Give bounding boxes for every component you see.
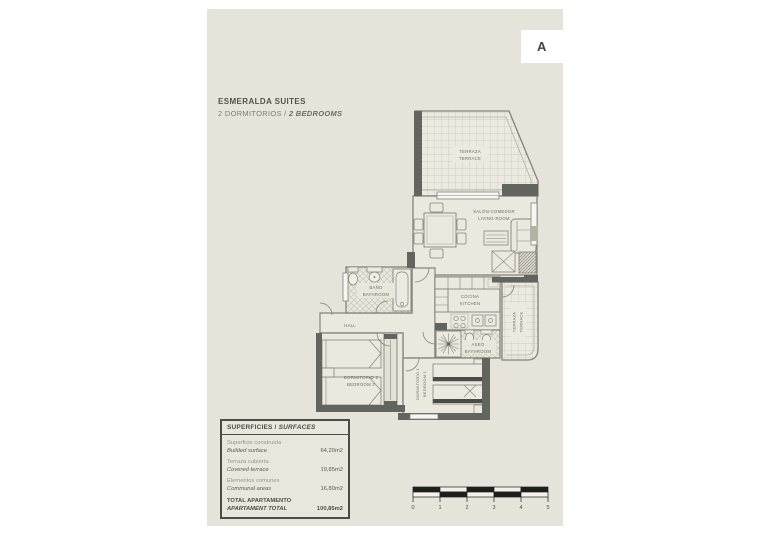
toilet xyxy=(348,267,358,285)
tick-0: 0 xyxy=(411,505,415,511)
surfaces-body xyxy=(222,435,348,517)
surface-row-total xyxy=(227,498,343,513)
total-label-en: APARTAMENT TOTAL xyxy=(227,505,288,512)
kitchen-label-en: KITCHEN xyxy=(459,301,481,306)
surface-row-terrace xyxy=(227,459,343,474)
window-pillar xyxy=(530,226,538,241)
media-console xyxy=(484,231,508,245)
bedroom2-label-en: BEDROOM 2 xyxy=(346,382,376,387)
plan-letter: A xyxy=(537,39,547,54)
tick-5: 5 xyxy=(546,505,550,511)
kitchen-label-es: COCINA xyxy=(460,294,480,299)
floor-plan-svg xyxy=(300,100,560,435)
total-label-es: TOTAL APARTAMENTO xyxy=(227,498,292,505)
surfaces-header-en: SURFACES xyxy=(278,424,316,431)
scale-tick-labels xyxy=(411,505,549,511)
room-living xyxy=(413,196,537,275)
subtitle-es: 2 DORMITORIOS / xyxy=(218,109,289,118)
subtitle-en: 2 BEDROOMS xyxy=(288,109,343,118)
wardrobe xyxy=(384,333,397,407)
row-value: 16,80m2 xyxy=(320,485,343,492)
row-value: 19,85m2 xyxy=(320,466,343,473)
scale-bar-svg xyxy=(405,481,560,513)
dining-table xyxy=(424,213,456,247)
tick-1: 1 xyxy=(438,505,442,511)
bedroom2-label-es: DORMITORIO 2 xyxy=(343,375,379,380)
armchair xyxy=(492,251,515,272)
row-label-es: Superficie construida xyxy=(227,440,282,446)
bathtub xyxy=(393,269,411,311)
surfaces-header xyxy=(222,421,348,435)
surface-row-communal xyxy=(227,478,343,493)
terrace-side-label-es: TERRAZA xyxy=(511,311,517,333)
shower xyxy=(436,331,461,357)
floor-plan xyxy=(300,100,560,435)
living-label-es: SALÓN-COMEDOR xyxy=(473,209,515,214)
room-terrace-top xyxy=(415,111,538,196)
bath-main-label-en: BATHROOM xyxy=(362,292,390,297)
bedroom1-label-en: BEDROOM 1 xyxy=(422,370,427,398)
tick-2: 2 xyxy=(465,505,469,511)
aseo-label-en: BATHROOM xyxy=(464,349,492,354)
terrace-top-label-en: TERRACE xyxy=(458,156,482,161)
plan-letter-badge xyxy=(521,30,563,63)
surfaces-panel xyxy=(220,419,350,519)
row-label-en: Communal areas xyxy=(227,485,272,492)
row-label-es: Elementos comunes xyxy=(227,478,280,485)
living-label-en: LIVING-ROOM xyxy=(478,216,510,221)
surface-row-built xyxy=(227,440,343,455)
tick-4: 4 xyxy=(519,505,523,511)
total-value: 100,85m2 xyxy=(316,505,343,512)
room-bedroom-2 xyxy=(320,333,403,410)
surfaces-header-es: SUPERFICIES / xyxy=(227,424,279,431)
scale-bar xyxy=(405,481,560,513)
row-value: 64,20m2 xyxy=(320,447,343,454)
row-label-es: Terraza cubierta xyxy=(227,459,269,466)
terrace-top-label-es: TERRAZA xyxy=(459,149,481,154)
bedroom1-label-es: DORMITORIO 1 xyxy=(415,367,420,401)
tick-3: 3 xyxy=(492,505,496,511)
kitchen-counter-left xyxy=(435,289,448,313)
hall-label: HALL xyxy=(344,323,356,328)
project-title: ESMERALDA SUITES xyxy=(218,97,306,106)
room-terrace-side xyxy=(502,282,538,360)
terrace-side-label-en: TERRACE xyxy=(518,311,524,333)
room-bathroom-main xyxy=(346,267,412,313)
scale-segments xyxy=(413,487,548,502)
aseo-label-es: ASEO xyxy=(471,342,485,347)
bath-main-label-es: BAÑO xyxy=(369,285,383,290)
side-table xyxy=(519,252,536,273)
nightstand xyxy=(322,368,334,377)
row-label-en: Covered terrace xyxy=(227,466,269,473)
room-kitchen xyxy=(435,277,500,330)
row-label-en: Builded surface xyxy=(227,447,267,454)
room-bathroom-aseo xyxy=(435,330,500,358)
